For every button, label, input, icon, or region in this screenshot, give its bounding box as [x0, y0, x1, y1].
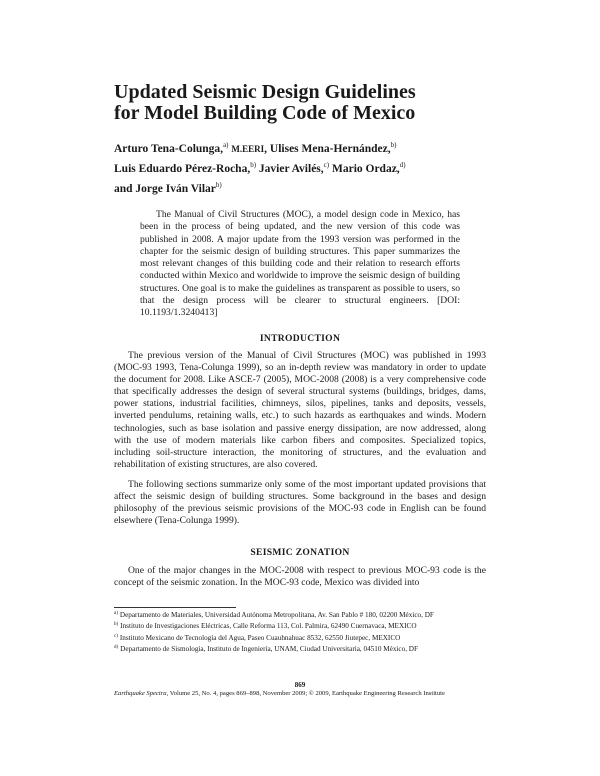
journal-name: Earthquake Spectra	[114, 690, 167, 697]
footnote-text: Departamento de Materiales, Universidad Autónoma Metropolitana, Av. San Pablo # 180, 02200 México, DF	[119, 611, 434, 619]
paper-title	[114, 82, 514, 124]
page-number: 869	[294, 681, 306, 689]
footnote-mark: b)	[114, 622, 119, 628]
section-heading-seismic-zonation: SEISMIC ZONATION	[250, 547, 350, 558]
seismic-zonation-body	[114, 565, 486, 597]
footnote-mark: a)	[114, 611, 118, 616]
author-name: Luis Eduardo Pérez-Rocha,	[114, 163, 251, 175]
affiliation-mark: b)	[250, 161, 257, 169]
affiliation-mark: b)	[215, 181, 222, 189]
abstract-text: The Manual of Civil Structures (MOC), a model design code in Mexico, has been in the process of being updated, and the new version of this code was published in 2008. A major update from the 1993 version was performed in the chapter for the seismic design of building structures. This paper summarizes the most relevant changes of this building code and their relation to research efforts conducted within Mexico and worldwide to improve the seismic design of building structures. One goal is to make the guidelines as transparent as possible to users, so that the design process will be clearer to structural engineers. [DOI: 10.1193/1.3240413]	[140, 209, 460, 319]
paragraph: The following sections summarize only some of the most important updated provisions that affect the seismic design of building structures. Some background in the bases and design philosophy of the previous seismic provisions of the MOC-93 code in English can be found elsewhere (Tena-Colunga 1999).	[114, 478, 486, 527]
footnote	[114, 643, 494, 654]
author-list	[114, 137, 494, 197]
affiliation-mark: a)	[223, 141, 229, 149]
footnote-separator	[114, 607, 236, 608]
footnote-text: Departamento de Sismología, Instituto de Ingeniería, UNAM, Ciudad Universitaria, 04510 México, DF	[120, 645, 418, 654]
author-name: Mario Ordaz,	[329, 163, 400, 175]
abstract	[140, 209, 460, 320]
affiliation-mark: d)	[399, 161, 406, 169]
author-name: , Ulises Mena-Hernández,	[264, 143, 391, 155]
paragraph: The previous version of the Manual of Civil Structures (MOC) was published in 1993 (MOC-93 1993, Tena-Colunga 1999), so an in-depth review was mandatory in order to update the document for 2008. Like ASCE-7 (2005), MOC-2008 (2008) is a very comprehensive code that specifically addresses the design of several structural systems (buildings, bridges, dams, power stations, industrial facilities, chimneys, silos, pipelines, tanks and deposits, vessels, inverted pendulums, retaining walls, etc.) to such hazards as earthquakes and winds. Modern technologies, such as base isolation and passive energy dissipation, are now addressed, along with the use of modern materials like carbon fibers and composites. Specialized topics, including soil-structure interaction, the monitoring of structures, and the evaluation and rehabilitation of existing structures, are also covered.	[114, 350, 486, 470]
footnotes	[114, 609, 494, 655]
footnote-mark: d)	[114, 645, 119, 651]
author-name: Javier Avilés,	[256, 163, 324, 175]
footnote	[114, 609, 494, 620]
footnote-text: Instituto de Investigaciones Eléctricas, Calle Reforma 113, Col. Palmira, 62490 Cuernavaca, MEXICO	[120, 622, 417, 631]
affiliation-mark: b)	[390, 141, 397, 149]
membership-tag: M.EERI	[231, 144, 265, 154]
author-name: Arturo Tena-Colunga,	[114, 143, 224, 155]
footnote-mark: c)	[114, 633, 118, 639]
title-line-1: Updated Seismic Design Guidelines	[114, 81, 416, 103]
affiliation-mark: c)	[323, 161, 330, 169]
footnote	[114, 620, 494, 631]
author-name: and Jorge Iván Vilar	[114, 183, 216, 195]
citation-details: , Volume 25, No. 4, pages 869–898, November 2009; © 2009, Earthquake Engineering Research Institute	[166, 690, 445, 697]
footnote	[114, 632, 494, 643]
section-heading-introduction: INTRODUCTION	[259, 333, 341, 344]
title-line-2: for Model Building Code of Mexico	[114, 102, 416, 124]
introduction-body	[114, 350, 486, 535]
journal-citation	[114, 690, 494, 697]
footnote-text: Instituto Mexicano de Tecnología del Agua, Paseo Cuauhnahuac 8532, 62550 Jiutepec, MEXICO	[119, 633, 401, 642]
paragraph: One of the major changes in the MOC-2008 with respect to previous MOC-93 code is the concept of the seismic zonation. In the MOC-93 code, Mexico was divided into	[114, 565, 486, 589]
